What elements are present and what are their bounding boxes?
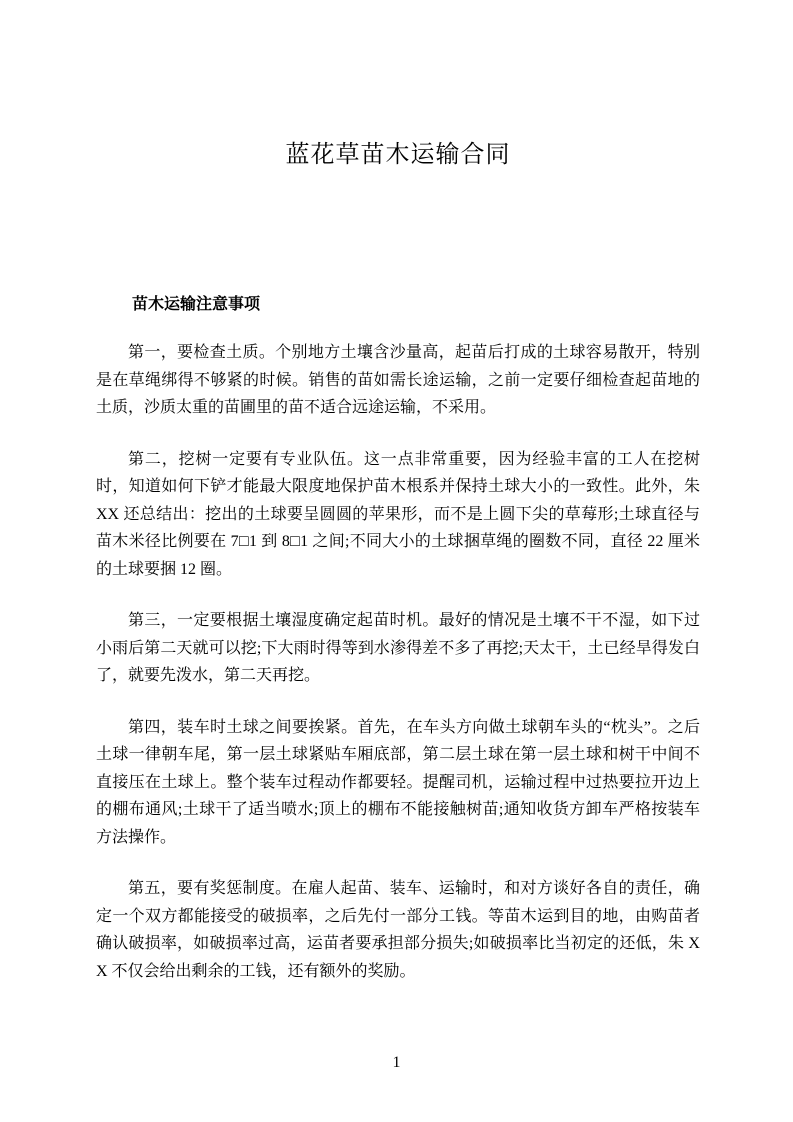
document-paragraph: 第五，要有奖惩制度。在雇人起苗、装车、运输时，和对方谈好各自的责任，确定一个双方都能接受的破损率，之后先付一部分工钱。等苗木运到目的地，由购苗者确认破损率，如破损率过高，运苗者要承担部分损失;如破损率比当初定的还低，朱 XX 不仅会给出剩余的工钱，还有额外的奖励。 — [96, 880, 700, 980]
page-number: 1 — [392, 1054, 401, 1071]
document-title: 蓝花草苗木运输合同 — [285, 141, 511, 168]
section-heading: 苗木运输注意事项 — [132, 296, 261, 313]
document-paragraph: 第一，要检查土质。个别地方土壤含沙量高，起苗后打成的土球容易散开，特别是在草绳绑得不够紧的时候。销售的苗如需长途运输，之前一定要仔细检查起苗地的土质，沙质太重的苗圃里的苗不适合远途运输，不采用。 — [96, 344, 700, 416]
document-content — [96, 0, 700, 985]
document-paragraph: 第三，一定要根据土壤湿度确定起苗时机。最好的情况是土壤不干不湿，如下过小雨后第二天就可以挖;下大雨时得等到水渗得差不多了再挖;天太干，土已经旱得发白了，就要先泼水，第二天再挖。 — [96, 612, 700, 684]
document-body — [96, 339, 700, 985]
document-paragraph: 第四，装车时土球之间要挨紧。首先，在车头方向做土球朝车头的“枕头”。之后土球一律朝车尾，第一层土球紧贴车厢底部，第二层土球在第一层土球和树干中间不直接压在土球上。整个装车过程动作都要轻。提醒司机，运输过程中过热要拉开边上的棚布通风;土球干了适当喷水;顶上的棚布不能接触树苗;通知收货方卸车严格按装车方法操作。 — [96, 718, 700, 846]
document-paragraph: 第二，挖树一定要有专业队伍。这一点非常重要，因为经验丰富的工人在挖树时，知道如何下铲才能最大限度地保护苗木根系并保持土球大小的一致性。此外，朱 XX 还总结出：挖出的土球要呈圆圆的苹果形，而不是上圆下尖的草莓形;土球直径与苗木米径比例要在 7□1 到 8□1 之间;不同大小的土球捆草绳的圈数不同，直径 22 厘米的土球要捆 12 圈。 — [96, 450, 700, 578]
